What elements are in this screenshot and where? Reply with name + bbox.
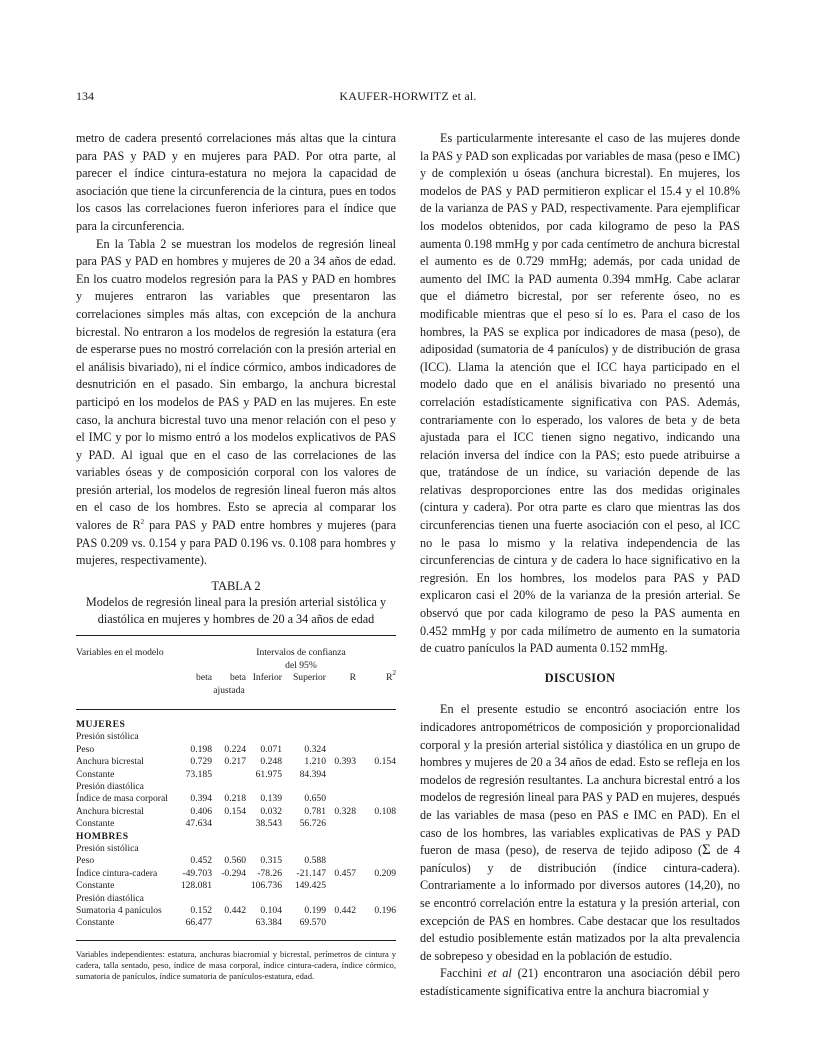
r-cell [326, 744, 356, 756]
variable-cell: Índice cintura-cadera [76, 867, 158, 879]
beta-adj-cell: 0.224 [224, 743, 246, 755]
paragraph [76, 236, 396, 570]
column-header: Intervalos de confianza [256, 647, 346, 659]
beta-cell: 0.152 [190, 905, 212, 917]
r2-cell [356, 818, 396, 830]
beta-cell: 0.394 [190, 793, 212, 805]
beta-cell: 128.081 [180, 880, 212, 892]
variable-cell: Peso [76, 743, 95, 755]
variable-cell: Peso [76, 855, 95, 867]
variable-cell: Sumatoria 4 panículos [76, 905, 162, 917]
table-title: Modelos de regresión lineal para la presión arterial sistólica y diastólica en mujeres y hombres de 20 a 34 años de edad [85, 595, 387, 626]
beta-cell: 0.406 [190, 805, 212, 817]
paragraph-text: (21) encontraron una asociación débil pero estadísticamente significativa entre la anchura biacromial y [420, 966, 741, 998]
subgroup-label: Presión sistólica [76, 731, 139, 743]
variable-cell: Constante [76, 818, 115, 830]
beta-cell: -49.703 [182, 867, 212, 879]
beta-cell: 47.634 [185, 818, 212, 830]
beta-adj-cell [212, 917, 246, 940]
beta-cell: 0.452 [190, 855, 212, 867]
table-row [76, 769, 396, 781]
table-row [76, 868, 396, 880]
r2-cell: 0.154 [374, 756, 396, 768]
section-heading: DISCUSION [544, 670, 616, 685]
r2-cell [356, 769, 396, 781]
column-header: beta [230, 672, 246, 684]
table-row [76, 905, 396, 917]
table-group-row [76, 709, 396, 731]
r-cell: 0.328 [334, 805, 356, 817]
table-subgroup-row [76, 843, 396, 855]
r-cell [326, 880, 356, 892]
inf-cell: 0.032 [260, 805, 282, 817]
beta-cell: 0.729 [190, 756, 212, 768]
paragraph [420, 701, 740, 965]
r2-cell [356, 793, 396, 805]
sigma-symbol: Σ [702, 842, 711, 859]
variable-cell: Anchura bicrestal [76, 756, 144, 768]
right-column [420, 130, 740, 1001]
sup-cell: 0.324 [304, 743, 326, 755]
inf-cell: 61.975 [255, 768, 282, 780]
variable-cell: Anchura bicrestal [76, 805, 144, 817]
table-row [76, 806, 396, 818]
beta-cell: 73.185 [185, 768, 212, 780]
variable-cell: Constante [76, 768, 115, 780]
table-row [76, 917, 396, 940]
beta-adj-cell: 0.217 [224, 756, 246, 768]
table-row [76, 744, 396, 756]
group-label: MUJERES [76, 718, 126, 730]
running-header [76, 89, 740, 105]
inf-cell: 0.071 [260, 743, 282, 755]
r2-cell [356, 744, 396, 756]
column-header: R [349, 672, 356, 684]
paragraph [420, 965, 740, 1000]
superscript: 2 [392, 669, 396, 678]
variable-cell: Constante [76, 880, 115, 892]
r-cell: 0.457 [334, 867, 356, 879]
paragraph: metro de cadera presentó correlaciones más altas que la cintura para PAS y PAD y en mujeres para PAD. Por otra parte, al parecer el índice cintura-estatura no mejora la capacidad de asociación que tiene la circunferencia de la cintura, pues en todos los casos las correlaciones fueron inferiores para el índice que para la circunferencia. [76, 131, 396, 233]
page-number: 134 [76, 89, 94, 103]
r-cell [326, 769, 356, 781]
table-caption [76, 578, 396, 628]
beta-adj-cell: 0.560 [224, 855, 246, 867]
r2-cell: 0.209 [374, 867, 396, 879]
r-cell [326, 917, 356, 940]
table-row [76, 818, 396, 830]
column-header: Superior [292, 672, 326, 684]
beta-adj-cell: -0.294 [221, 867, 246, 879]
table-subgroup-row [76, 731, 396, 743]
sup-cell: 0.650 [304, 793, 326, 805]
superscript: 2 [140, 518, 145, 527]
beta-cell: 66.477 [180, 917, 212, 940]
inf-cell: 63.384 [246, 917, 282, 940]
table-row [76, 756, 396, 768]
inf-cell: 0.104 [260, 905, 282, 917]
table-group-row [76, 831, 396, 843]
inf-cell: -78.26 [257, 867, 282, 879]
inf-cell: 106.736 [250, 880, 282, 892]
table-subgroup-row [76, 893, 396, 905]
beta-adj-cell [212, 818, 246, 830]
running-title: KAUFER-HORWITZ et al. [339, 89, 477, 103]
inf-cell: 38.543 [255, 818, 282, 830]
left-column [76, 130, 396, 983]
r-cell [326, 855, 356, 867]
beta-adj-cell: 0.154 [224, 805, 246, 817]
table-footnote: Variables independientes: estatura, anchuras biacromial y bicrestal, perímetros de cintura y cadera, talla sentado, peso, índice de masa corporal, índice cintura-cadera, índice córmico, sumatoria de panículos, índice sumatoria de panículos-estatura, edad. [76, 948, 396, 982]
table-row [76, 855, 396, 867]
table-header-row [76, 636, 396, 660]
sup-cell: 84.394 [299, 768, 326, 780]
column-header [356, 669, 396, 684]
inf-cell: 0.315 [260, 855, 282, 867]
subgroup-label: Presión sistólica [76, 843, 139, 855]
sup-cell: 0.199 [304, 905, 326, 917]
column-header: ajustada [213, 684, 245, 696]
sup-cell: 149.425 [294, 880, 326, 892]
table-subgroup-row [76, 781, 396, 793]
table-row [76, 880, 396, 892]
beta-cell: 0.198 [190, 743, 212, 755]
r-cell [326, 818, 356, 830]
inf-cell: 0.139 [260, 793, 282, 805]
group-label: HOMBRES [76, 830, 129, 842]
beta-adj-cell [212, 880, 246, 892]
regression-table [76, 635, 396, 941]
table-header-row [76, 672, 396, 684]
variable-cell: Constante [76, 917, 180, 940]
r2-cell [356, 880, 396, 892]
sup-cell: 0.588 [304, 855, 326, 867]
paragraph-text: de 4 panículos) y de distribución (índice cintura-cadera). Contrariamente a lo informado por diversos autores (14,20), no se encontró correlación entre la estatura y la presión arterial, con excepción de PAS en hombres. Cabe destacar que los resultados del estudio posiblemente están matizados por la alta prevalencia de sobrepeso y obesidad en la población de estudio. [420, 843, 740, 963]
table-row [76, 793, 396, 805]
paragraph-text: Facchini [440, 966, 488, 981]
column-header: beta [196, 672, 212, 684]
column-header: Variables en el modelo [76, 647, 164, 659]
r2-cell: 0.196 [374, 905, 396, 917]
r2-cell [356, 855, 396, 867]
sup-cell: 69.570 [282, 917, 326, 940]
inf-cell: 0.248 [260, 756, 282, 768]
paragraph-text: En la Tabla 2 se muestran los modelos de regresión lineal para PAS y PAD en hombres y mujeres de 20 a 34 años de edad. En los cuatro modelos regresión para la PAS y PAD en hombres y mujeres entraron las variables que presentaron las correlaciones simples más altas, con excepción de la anchura bicrestal. No entraron a los modelos de regresión la estatura (era de esperarse pues no mostró correlación con la presión arterial en el análisis bivariado), ni el índice córmico, ambos indicadores de desnutrición en el pasado. Sin embargo, la anchura bicrestal participó en los modelos de PAS y PAD en las mujeres. En este caso, la anchura bicrestal tuvo una menor relación con el peso y el IMC y por lo mismo entró a los modelos explicativos de PAS y PAD. Al igual que en el caso de las correlaciones de las variables óseas y de composición corporal con los valores de presión arterial, los modelos de regresión lineal fueron más altos en el caso de los hombres. Esto se aprecia al comparar los valores de R [76, 236, 396, 533]
column-header-text: R [386, 672, 393, 684]
beta-adj-cell [212, 769, 246, 781]
table-header-row [76, 660, 396, 672]
italic-text: et al [487, 966, 512, 981]
column-header: Inferior [252, 672, 282, 684]
r2-cell: 0.108 [374, 805, 396, 817]
variable-cell: Índice de masa corporal [76, 793, 168, 805]
sup-cell: 0.781 [304, 805, 326, 817]
sup-cell: 1.210 [304, 756, 326, 768]
paragraph-text: para PAS y PAD entre hombres y mujeres (para PAS 0.209 vs. 0.154 y para PAD 0.196 vs. 0.108 para hombres y mujeres, respectivamente). [76, 518, 396, 568]
beta-adj-cell: 0.442 [224, 905, 246, 917]
r-cell: 0.442 [334, 905, 356, 917]
r-cell [326, 793, 356, 805]
r2-cell [356, 917, 396, 940]
beta-adj-cell: 0.218 [224, 793, 246, 805]
table-header-row [76, 685, 396, 710]
subgroup-label: Presión diastólica [76, 892, 144, 904]
paragraph: Es particularmente interesante el caso de las mujeres donde la PAS y PAD son explicadas por variables de masa (peso e IMC) y de complexión u óseas (anchura bicrestal). En mujeres, los modelos de PAS y PAD permitieron explicar el 15.4 y el 10.8% de la varianza de PAS y PAD, respectivamente. Para ejemplificar los modelos obtenidos, por cada kilogramo de peso la PAS aumenta 0.198 mmHg y por cada centímetro de anchura bicrestal el aumento es de 0.729 mmHg; además, por cada unidad de aumento del IMC la PAD aumenta 0.394 mmHg. Cabe aclarar que el diámetro bicrestal, por ser referente óseo, no es modificable mientras que el peso sí lo es. Para el caso de los hombres, la PAS se explica por indicadores de masa (peso), de adiposidad (sumatoria de 4 panículos) y de distribución de grasa (ICC). Llama la atención que el ICC haya participado en el modelo dado que en el análisis bivariado no presentó una correlación estadísticamente significativa con PAS. Además, contrariamente con lo esperado, los valores de beta y de beta ajustada para el ICC tienen signo negativo, indicando una relación inversa del índice con la PAS; esto puede atribuirse a que, tratándose de un índice, su variación depende de las relativas desproporciones entre las dos medidas originales (cintura y cadera). Por otra parte es claro que mientras las dos circunferencias tienen una fuerte asociación con el peso, al ICC no le pasa lo mismo y la relativa independencia de las circunferencias de cintura y de cadera lo hace significativo en la regresión. En los hombres, los modelos para PAS y PAD explicaron casi el 20% de la varianza de la presión arterial. Se observó que por cada kilogramo de peso la PAS aumenta en 0.452 mmHg y por cada milímetro de aumento en la sumatoria de cuatro panículos la PAD aumenta 0.152 mmHg. [420, 131, 740, 656]
sup-cell: 56.726 [299, 818, 326, 830]
paragraph-text: En el presente estudio se encontró asociación entre los indicadores antropométricos de composición y proporcionalidad corporal y la presión arterial sistólica y diastólica en un grupo de hombres y mujeres de 20 a 34 años de edad. Esto se refleja en los modelos de regresión resultantes. La anchura bicrestal entró a los modelos de regresión lineal para PAS y PAD en mujeres, después de las variables de masa (peso en PAS e IMC en PAD). En el caso de los hombres, las variables explicativas de PAS y PAD fueron de masa (peso), de reserva de tejido adiposo ( [420, 702, 740, 858]
sup-cell: -21.147 [296, 867, 326, 879]
subgroup-label: Presión diastólica [76, 781, 144, 792]
column-header: del 95% [285, 659, 317, 671]
r-cell: 0.393 [334, 756, 356, 768]
table-label: TABLA 2 [211, 578, 261, 593]
